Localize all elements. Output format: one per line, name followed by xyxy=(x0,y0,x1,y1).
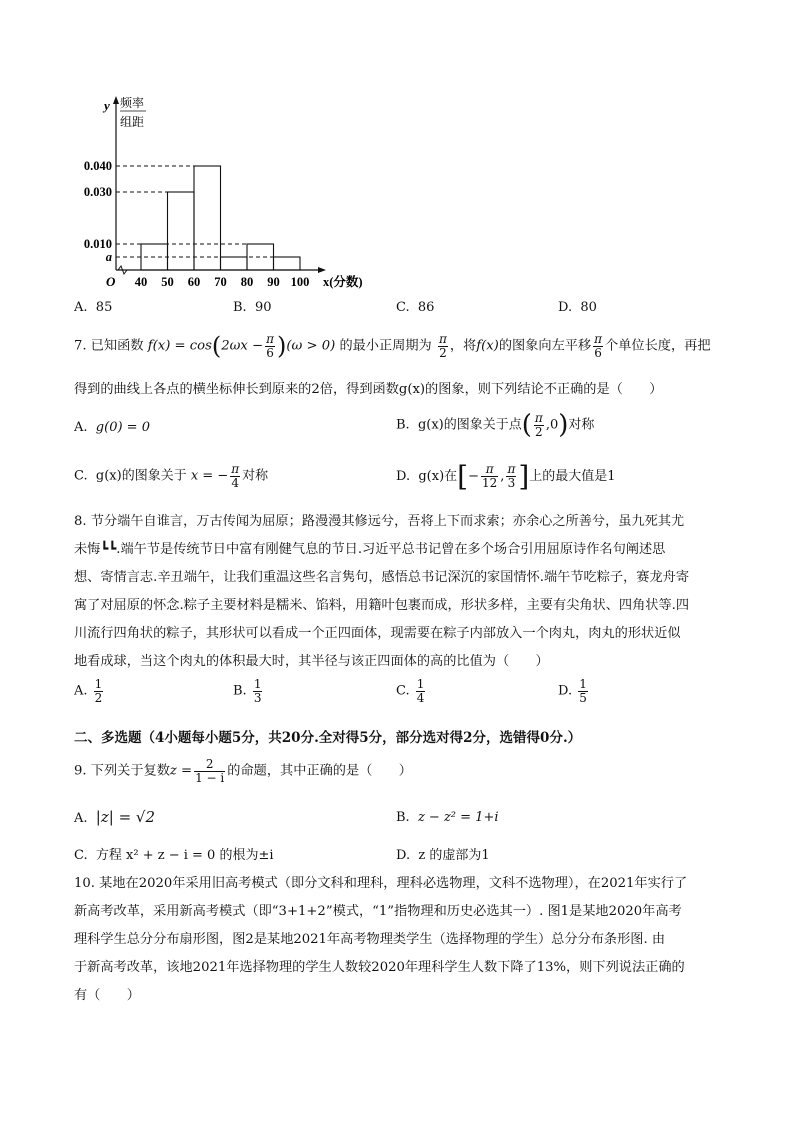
q9-option-a[interactable] xyxy=(74,808,155,826)
y-tick-label: 0.030 xyxy=(83,185,112,199)
frequency-histogram xyxy=(70,92,390,302)
q8-option-a[interactable] xyxy=(74,678,105,704)
histogram-bar xyxy=(168,192,195,270)
option-text: 86 xyxy=(417,300,435,315)
math: 2ωx − xyxy=(221,338,264,354)
math: (ω > 0) xyxy=(286,338,336,354)
option-text: z − z² = 1+i xyxy=(417,810,499,825)
x-tick-label: 60 xyxy=(187,275,201,289)
text: 个单位长度，再把 xyxy=(605,338,711,354)
q8-option-d[interactable] xyxy=(558,678,590,704)
option-text: 90 xyxy=(254,300,272,315)
text: 的图象向左平移 xyxy=(498,338,592,354)
fraction-pi-3: $\frac{\pi}{3}$ xyxy=(507,462,516,490)
option-text: 80 xyxy=(580,300,597,315)
y-label-top: 频率 xyxy=(120,96,145,110)
option-label: C. xyxy=(396,300,410,315)
option-text: 上的最大值是1 xyxy=(529,469,616,484)
q10-line3: 理科学生总分分布扇形图，图2是某地2021年高考物理类学生（选择物理的学生）总分分布条形图. 由 xyxy=(74,932,666,947)
q7-option-c[interactable] xyxy=(74,463,268,489)
q10-line5: 有（ ） xyxy=(74,988,140,1003)
option-text: 方程 x² + z − i = 0 的根为±i xyxy=(95,848,274,863)
option-label: A. xyxy=(74,811,88,826)
option-text: 对称 xyxy=(568,417,595,433)
x-axis-arrow xyxy=(318,267,326,273)
q7-option-d[interactable]: D. g(x)在[− $\frac{\pi}{12}$ , $\frac{\pi}{3}$ ]上的最大值是1 xyxy=(396,460,616,493)
q7-stem-line1: 7. 已知函数 f(x) = cos(2ωx − $\frac{\pi}{6}$ )(ω > 0) 的最小正周期为 $\frac{\pi}{2}$ ，将f(x)的图象向左平移 $\frac{\pi}{6}$ 个单位长度，再把 xyxy=(74,331,711,360)
text: 9. 下列关于复数 xyxy=(74,763,170,779)
q8-line3: 想、寄情言志.辛丑端午，让我们重温这些名言隽句，感悟总书记深沉的家国情怀.端午节吃粽子，赛龙舟寄 xyxy=(74,570,690,585)
math: f(x) = cos xyxy=(147,338,212,354)
option-text: g(0) = 0 xyxy=(95,420,150,435)
math: x = − xyxy=(190,468,229,484)
option-label: A. xyxy=(74,300,88,315)
question-number: 7. xyxy=(74,338,87,354)
x-tick-label: 80 xyxy=(240,275,254,289)
option-label: C. xyxy=(396,683,410,699)
option-label: A. xyxy=(74,683,88,699)
option-text: 85 xyxy=(95,300,113,315)
fraction-pi-2: $\frac{\pi}{2}$ xyxy=(534,410,543,439)
q10-line4: 于新高考改革，该地2021年选择物理的学生人数较2020年理科学生人数下降了13%，则下列说法正确的 xyxy=(74,960,685,975)
q9-option-b[interactable] xyxy=(396,810,499,825)
option-label: B. xyxy=(396,417,410,433)
y-axis-letter: y xyxy=(104,98,110,113)
fraction: $\frac{1}{5}$ xyxy=(579,677,587,705)
q8-line6: 地看成球，当这个肉丸的体积最大时，其半径与该正四面体的高的比值为（ ） xyxy=(74,654,549,669)
q10-line1: 10. 某地在2020年采用旧高考模式（即分文科和理科，理科必选物理，文科不选物理），在2021年实行了 xyxy=(74,876,688,891)
q8-line4: 寓了对屈原的怀念.粽子主要材料是糯米、馅料，用籍叶包裹而成，形状多样，主要有尖角状、四角状等.四 xyxy=(74,598,690,613)
option-text: g(x)的图象关于点 xyxy=(417,417,522,433)
text: 已知函数 xyxy=(90,338,144,354)
option-label: D. xyxy=(558,683,573,699)
option-text: |z| = √2 xyxy=(95,808,156,826)
histogram-bar xyxy=(221,257,248,270)
option-text: g(x)的图象关于 xyxy=(95,468,187,484)
option-label: D. xyxy=(396,848,411,863)
fraction: $\frac{2}{1 - i}$ xyxy=(195,757,225,785)
option-text: g(x)在 xyxy=(418,469,458,484)
text: 的命题，其中正确的是（ ） xyxy=(227,763,412,779)
x-tick-label: 70 xyxy=(214,275,227,289)
text: ，将 xyxy=(449,338,477,354)
fraction-pi-6: $\frac{\pi}{6}$ xyxy=(594,331,603,360)
q8-line5: 川流行四角状的粽子，其形状可以看成一个正四面体，现需要在粽子内部放入一个肉丸，肉丸的形状近似 xyxy=(74,626,681,641)
option-label: D. xyxy=(396,469,411,484)
option-label: C. xyxy=(74,468,88,484)
q6-option-b[interactable] xyxy=(233,300,272,315)
fraction-pi-2: $\frac{\pi}{2}$ xyxy=(438,331,447,360)
q9-option-c[interactable] xyxy=(74,844,274,863)
math: − xyxy=(468,469,480,484)
option-label: A. xyxy=(74,420,88,435)
y-label-bottom: 组距 xyxy=(120,115,145,129)
option-label: B. xyxy=(233,300,247,315)
x-tick-label: 40 xyxy=(134,275,148,289)
x-tick-label: 100 xyxy=(290,275,310,289)
q10-line2: 新高考改革，采用新高考模式（即“3+1+2”模式，“1”指物理和历史必选其一）. 图1是某地2020年高考 xyxy=(74,904,682,919)
math: f(x) xyxy=(476,338,499,354)
x-tick-label: 90 xyxy=(267,275,280,289)
section-heading: 二、多选题（4小题每小题5分，共20分.全对得5分，部分选对得2分，选错得0分.） xyxy=(74,730,582,746)
q6-option-c[interactable] xyxy=(396,300,434,315)
text: 的最小正周期为 xyxy=(339,338,432,354)
x-tick-label: 50 xyxy=(161,275,174,289)
q8-option-c[interactable] xyxy=(396,678,427,704)
q8-line2: 未悔┗┗.端午节是传统节日中富有刚健气息的节日.习近平总书记曾在多个场合引用屈原诗作名句阐述思 xyxy=(74,542,666,557)
histogram-bar xyxy=(194,166,221,270)
q6-option-a[interactable] xyxy=(74,300,112,315)
x-axis-label: x(分数) xyxy=(323,275,363,289)
math: , xyxy=(500,469,505,484)
option-label: B. xyxy=(233,683,247,699)
option-text: z 的虚部为1 xyxy=(418,848,490,863)
fraction-pi-6: $\frac{\pi}{6}$ xyxy=(266,331,274,360)
fraction-pi-12: $\frac{\pi}{12}$ xyxy=(482,462,498,490)
histogram-bar xyxy=(274,257,301,270)
fraction: $\frac{1}{4}$ xyxy=(416,677,425,705)
y-axis-arrow xyxy=(113,96,119,104)
option-label: D. xyxy=(558,300,573,315)
option-text: 对称 xyxy=(242,468,269,484)
y-tick-label: 0.010 xyxy=(83,237,112,251)
fraction-pi-4: $\frac{\pi}{4}$ xyxy=(231,462,240,490)
q9-stem xyxy=(74,758,412,784)
origin-label: O xyxy=(106,274,116,289)
y-tick-label: a xyxy=(105,250,112,264)
q8-option-b[interactable] xyxy=(233,678,264,704)
fraction: $\frac{1}{2}$ xyxy=(94,677,103,705)
q8-line1: 8. 节分端午自谁言，万古传闻为屈原；路漫漫其修远兮，吾将上下而求索；亦余心之所善兮，虽九死其尤 xyxy=(74,514,685,529)
q7-stem-line2: 得到的曲线上各点的横坐标伸长到原来的2倍，得到函数g(x)的图象，则下列结论不正确的是（ ） xyxy=(74,382,663,397)
q6-option-d[interactable] xyxy=(558,300,597,315)
q7-option-a[interactable] xyxy=(74,420,150,435)
math: z = xyxy=(169,763,193,779)
option-label: C. xyxy=(74,848,88,863)
q7-option-b[interactable]: B. g(x)的图象关于点( $\frac{\pi}{2}$ ,0)对称 xyxy=(396,410,595,440)
math: ,0 xyxy=(545,417,559,433)
fraction: $\frac{1}{3}$ xyxy=(253,677,262,705)
q9-option-d[interactable] xyxy=(396,844,490,863)
option-label: B. xyxy=(396,810,410,825)
y-tick-label: 0.040 xyxy=(83,159,112,173)
